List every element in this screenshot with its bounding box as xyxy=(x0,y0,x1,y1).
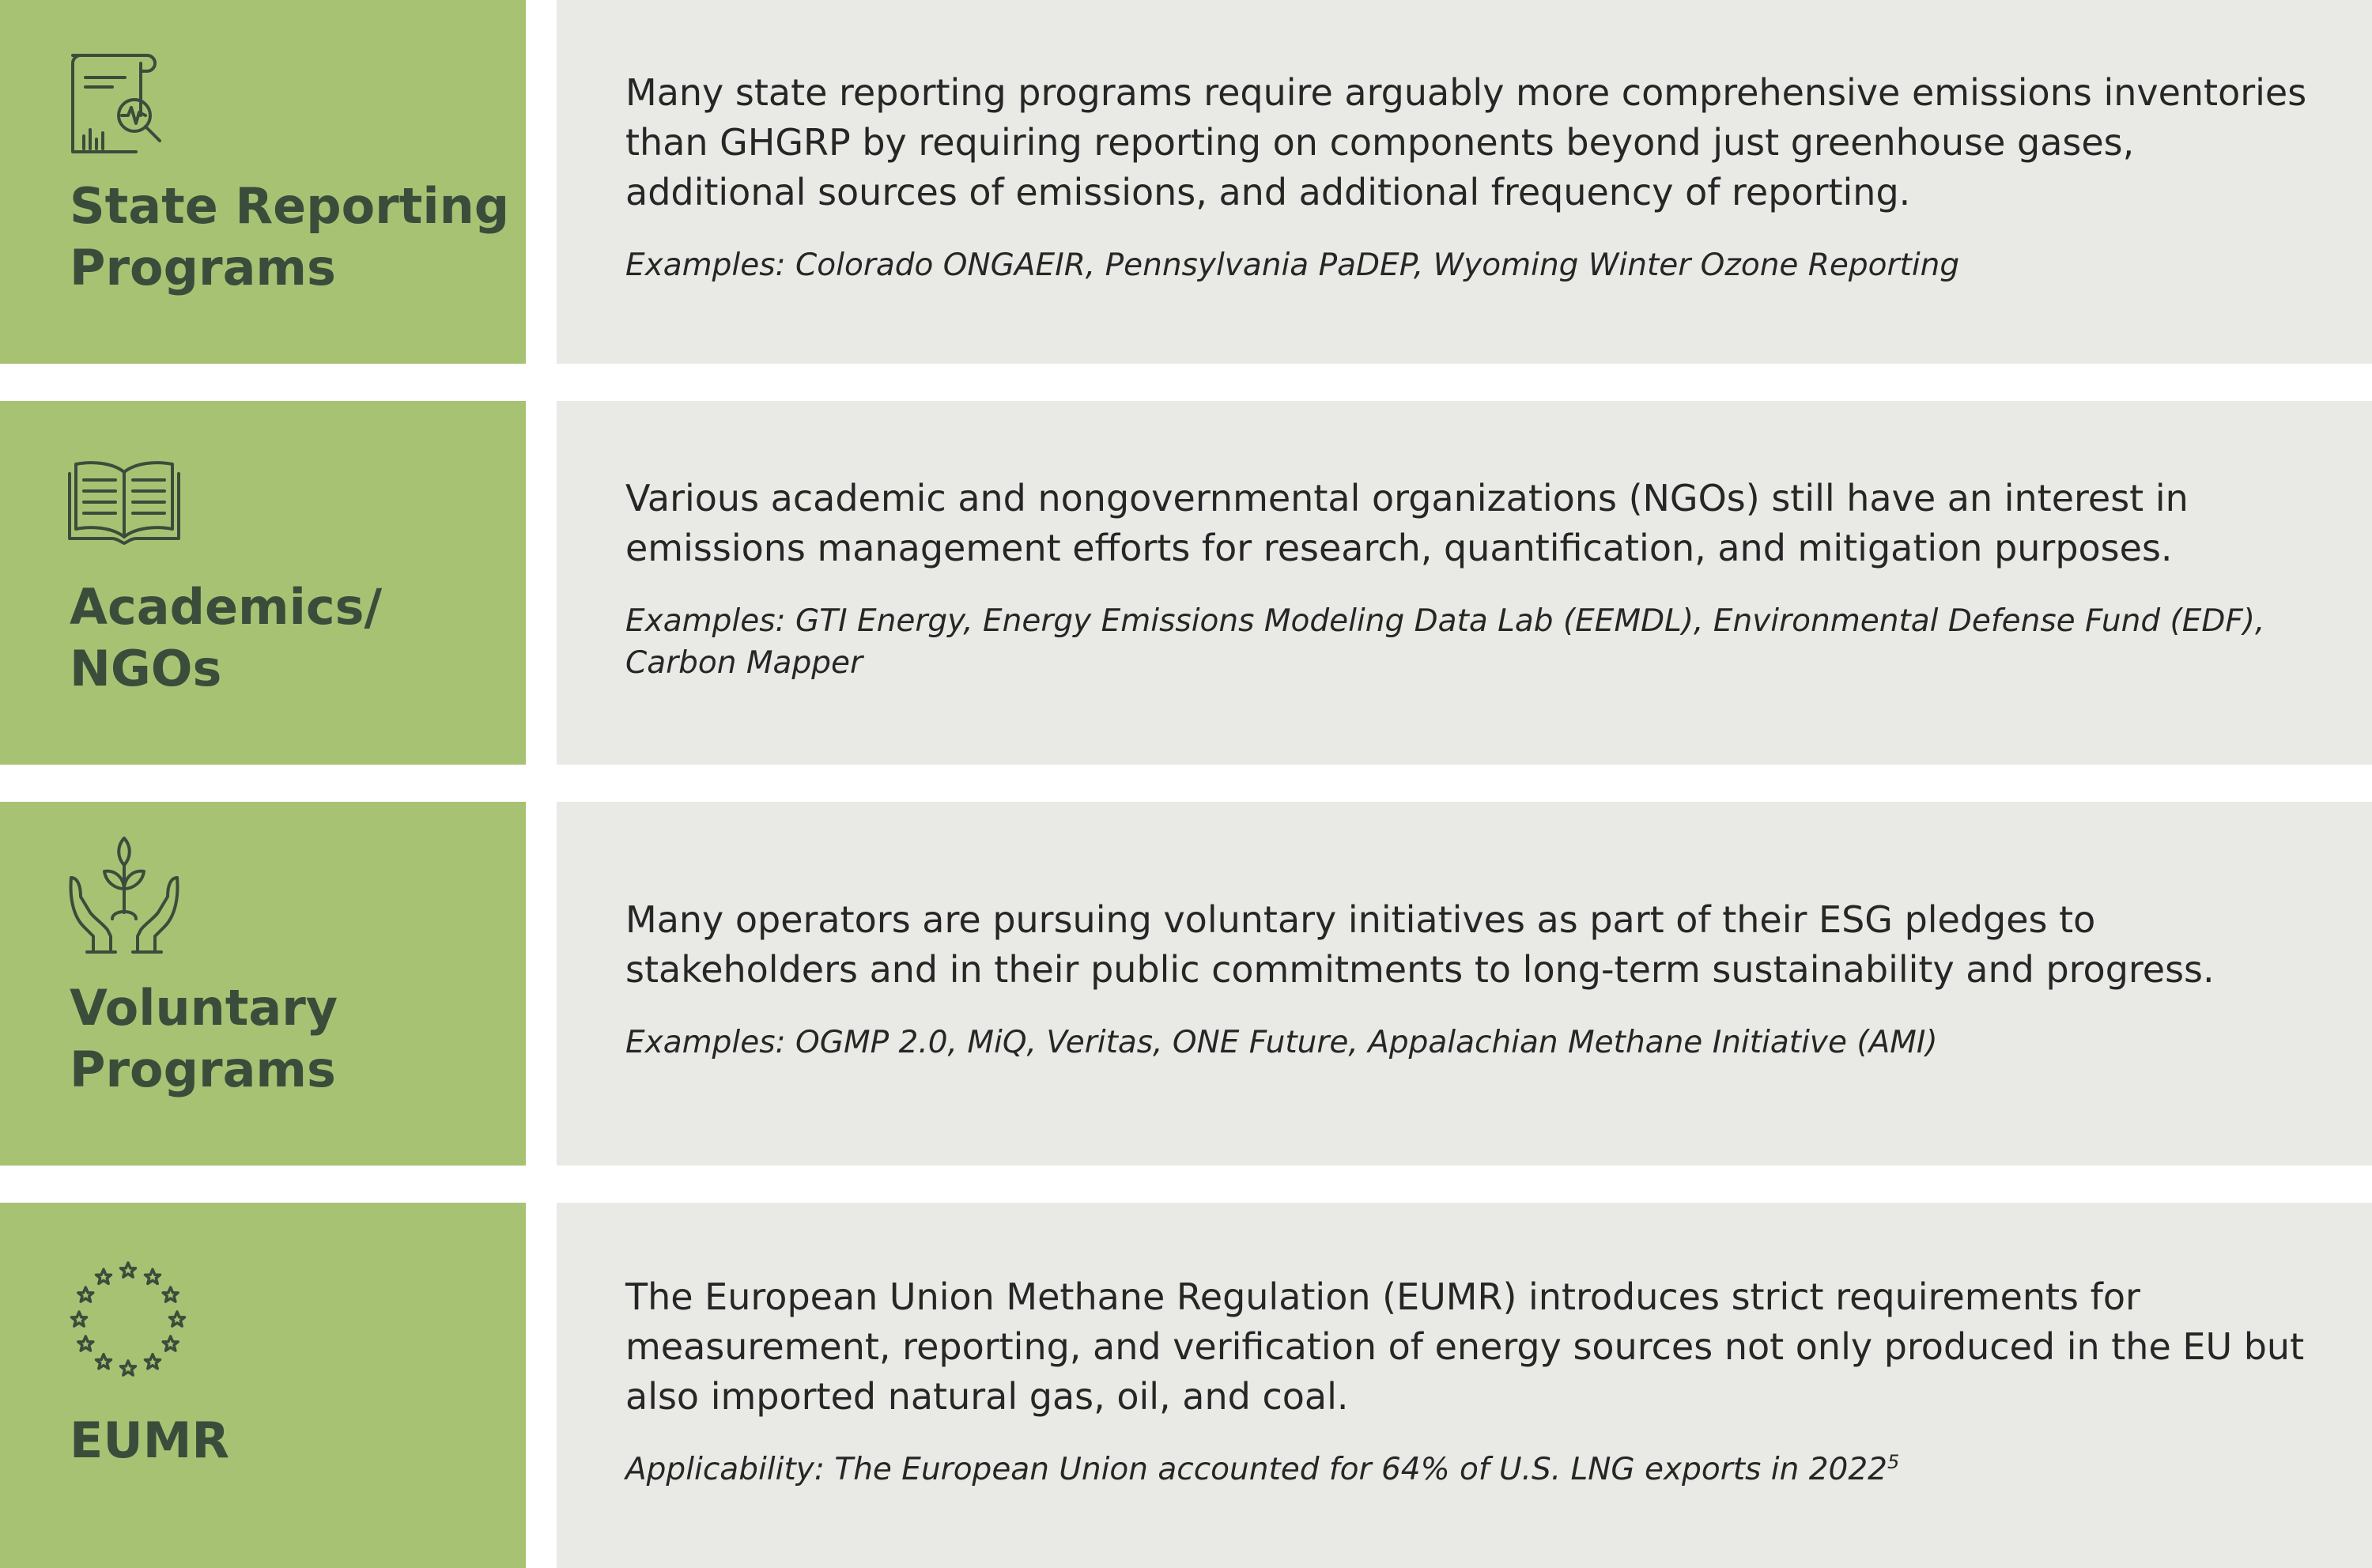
label-panel xyxy=(0,0,526,364)
row-voluntary-programs xyxy=(0,802,2372,1166)
row-academics-ngos xyxy=(0,401,2372,765)
hands-sprout-icon xyxy=(66,833,182,957)
row-state-reporting xyxy=(0,0,2372,364)
row-title-line-1: Academics/ xyxy=(70,578,383,636)
content-panel xyxy=(557,0,2372,364)
row-title xyxy=(70,977,512,1101)
content-text xyxy=(625,895,2317,1064)
examples-text: Examples: OGMP 2.0, MiQ, Veritas, ONE Future, Appalachian Methane Initiative (AMI) xyxy=(625,1025,1938,1060)
row-title-line-1: Voluntary xyxy=(70,979,338,1037)
body-text: The European Union Methane Regulation (EUMR) introduces strict requirements for measurement, reporting, and verification of energy sources not only produced in the EU but also imported natural gas, oil, and coal. xyxy=(625,1275,2305,1418)
row-title xyxy=(70,176,512,299)
examples-text: Examples: Colorado ONGAEIR, Pennsylvania PaDEP, Wyoming Winter Ozone Reporting xyxy=(625,247,1960,283)
content-text xyxy=(625,68,2317,286)
row-title-line-2: NGOs xyxy=(70,640,222,697)
body-text: Various academic and nongovernmental organizations (NGOs) still have an interest in emissions management efforts for research, quantification, and mitigation purposes. xyxy=(625,477,2189,569)
label-panel xyxy=(0,1203,526,1568)
content-panel xyxy=(557,802,2372,1166)
footnote-marker: 5 xyxy=(1887,1451,1900,1473)
row-title xyxy=(70,576,512,700)
label-panel xyxy=(0,802,526,1166)
applicability-text xyxy=(625,1449,2317,1491)
label-panel xyxy=(0,401,526,765)
content-text xyxy=(625,1272,2317,1491)
applicability-text-content: Applicability: The European Union accounted for 64% of U.S. LNG exports in 2022 xyxy=(625,1452,1887,1487)
content-panel xyxy=(557,1203,2372,1568)
row-title-line-2: Programs xyxy=(70,1041,336,1098)
content-panel xyxy=(557,401,2372,765)
row-title-line-1: EUMR xyxy=(70,1411,230,1469)
content-text xyxy=(625,474,2317,684)
eu-stars-icon xyxy=(66,1258,190,1381)
row-eumr xyxy=(0,1203,2372,1568)
row-title xyxy=(70,1410,512,1472)
examples-text: Examples: GTI Energy, Energy Emissions Modeling Data Lab (EEMDL), Environmental Defense Fund (EDF), Carbon Mapper xyxy=(625,603,2265,681)
open-book-icon xyxy=(66,456,182,548)
row-title-line-2: Programs xyxy=(70,239,336,297)
body-text: Many state reporting programs require arguably more comprehensive emissions inventories than GHGRP by requiring reporting on components beyond just greenhouse gases, additional sources of emissions, and additional frequency of reporting. xyxy=(625,71,2307,213)
row-title-line-1: State Reporting xyxy=(70,177,510,235)
body-text: Many operators are pursuing voluntary initiatives as part of their ESG pledges to stakeholders and in their public commitments to long-term sustainability and progress. xyxy=(625,898,2215,991)
document-chart-magnifier-icon xyxy=(66,51,164,153)
